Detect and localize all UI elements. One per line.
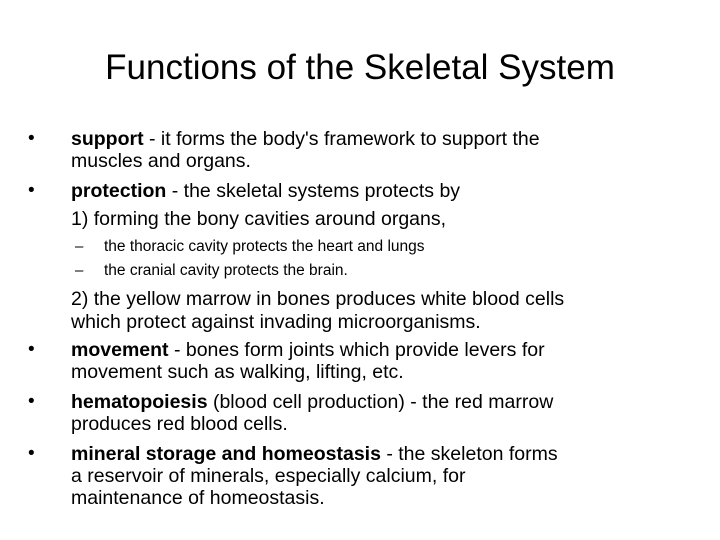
bullet-icon: •	[28, 391, 35, 412]
list-item-hematopoiesis	[71, 391, 701, 413]
item-text: - the skeleton forms	[380, 443, 558, 465]
item-text: - the skeletal systems protects by	[166, 180, 461, 202]
item-text-continued: produces red blood cells.	[71, 413, 288, 435]
slide-title: Functions of the Skeletal System	[105, 48, 615, 87]
item-text-continued: a reservoir of minerals, especially calcium, for	[71, 465, 466, 487]
list-item-support	[71, 128, 701, 150]
term-mineral-storage: mineral storage and homeostasis	[71, 443, 381, 465]
item-text: (blood cell production) - the red marrow	[207, 391, 554, 413]
term-protection: protection	[71, 180, 167, 202]
term-hematopoiesis: hematopoiesis	[71, 391, 208, 413]
item-text-yellow-marrow: 2) the yellow marrow in bones produces white blood cells	[71, 288, 565, 310]
bullet-icon: •	[28, 339, 35, 360]
item-text-continued: muscles and organs.	[71, 150, 251, 172]
item-text-continued: 1) forming the bony cavities around organs,	[71, 208, 447, 230]
sub-item-cranial: the cranial cavity protects the brain.	[104, 262, 348, 279]
item-text-continued: which protect against invading microorganisms.	[71, 311, 481, 333]
dash-icon: –	[75, 238, 84, 255]
term-support: support	[71, 128, 144, 150]
item-text: - it forms the body's framework to support the	[143, 128, 540, 150]
bullet-icon: •	[28, 128, 35, 149]
bullet-icon: •	[28, 180, 35, 201]
item-text: - bones form joints which provide levers for	[168, 339, 545, 361]
list-item-mineral-storage	[71, 443, 701, 465]
bullet-icon: •	[28, 443, 35, 464]
item-text-continued: movement such as walking, lifting, etc.	[71, 361, 404, 383]
list-item-movement	[71, 339, 701, 361]
list-item-protection	[71, 180, 701, 202]
sub-item-thoracic: the thoracic cavity protects the heart and lungs	[104, 238, 425, 255]
item-text-continued: maintenance of homeostasis.	[71, 487, 325, 509]
dash-icon: –	[75, 262, 84, 279]
term-movement: movement	[71, 339, 169, 361]
